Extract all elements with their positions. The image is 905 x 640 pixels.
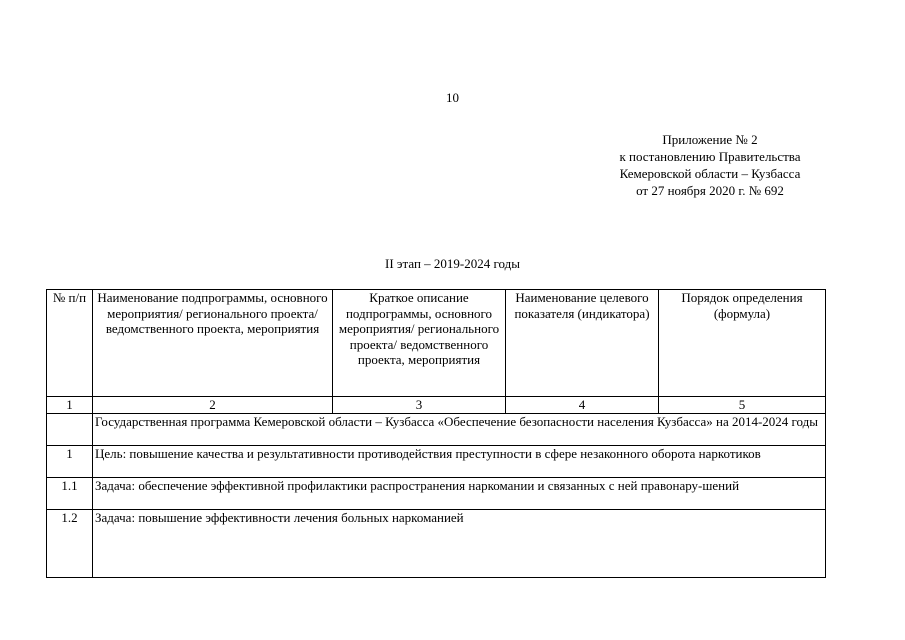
row-number: 1.1 (47, 477, 93, 509)
row-text: Государственная программа Кемеровской области – Кузбасса «Обеспечение безопасности населения Кузбасса» на 2014-2024 годы (93, 413, 826, 445)
row-text: Цель: повышение качества и результативности противодействия преступности в сфере незаконного оборота наркотиков (93, 445, 826, 477)
row-number (47, 413, 93, 445)
column-number: 3 (333, 397, 506, 414)
column-number: 2 (93, 397, 333, 414)
appendix-line-1: Приложение № 2 (662, 132, 758, 147)
header-formula: Порядок определения (формула) (659, 290, 826, 397)
table-row (47, 477, 826, 509)
column-number: 4 (506, 397, 659, 414)
stage-title: II этап – 2019-2024 годы (385, 256, 520, 271)
row-number: 1 (47, 445, 93, 477)
table-header-row (47, 290, 826, 397)
header-name: Наименование подпрограммы, основного мероприятия/ регионального проекта/ ведомственного проекта, мероприятия (93, 290, 333, 397)
header-number: № п/п (47, 290, 93, 397)
row-number: 1.2 (47, 509, 93, 577)
header-indicator: Наименование целевого показателя (индикатора) (506, 290, 659, 397)
page-number: 10 (446, 90, 459, 105)
header-description: Краткое описание подпрограммы, основного мероприятия/ регионального проекта/ ведомственного проекта, мероприятия (333, 290, 506, 397)
column-number: 1 (47, 397, 93, 414)
column-numbers-row (47, 397, 826, 414)
column-number: 5 (659, 397, 826, 414)
row-text: Задача: повышение эффективности лечения больных наркоманией (93, 509, 826, 577)
table-row (47, 509, 826, 577)
program-table (46, 289, 826, 578)
appendix-line-4: от 27 ноября 2020 г. № 692 (636, 183, 784, 198)
appendix-block (600, 131, 820, 199)
table-row (47, 445, 826, 477)
row-text: Задача: обеспечение эффективной профилактики распространения наркомании и связанных с ней правонару-шений (93, 477, 826, 509)
appendix-line-3: Кемеровской области – Кузбасса (619, 166, 801, 181)
table-row (47, 413, 826, 445)
appendix-line-2: к постановлению Правительства (619, 149, 801, 164)
